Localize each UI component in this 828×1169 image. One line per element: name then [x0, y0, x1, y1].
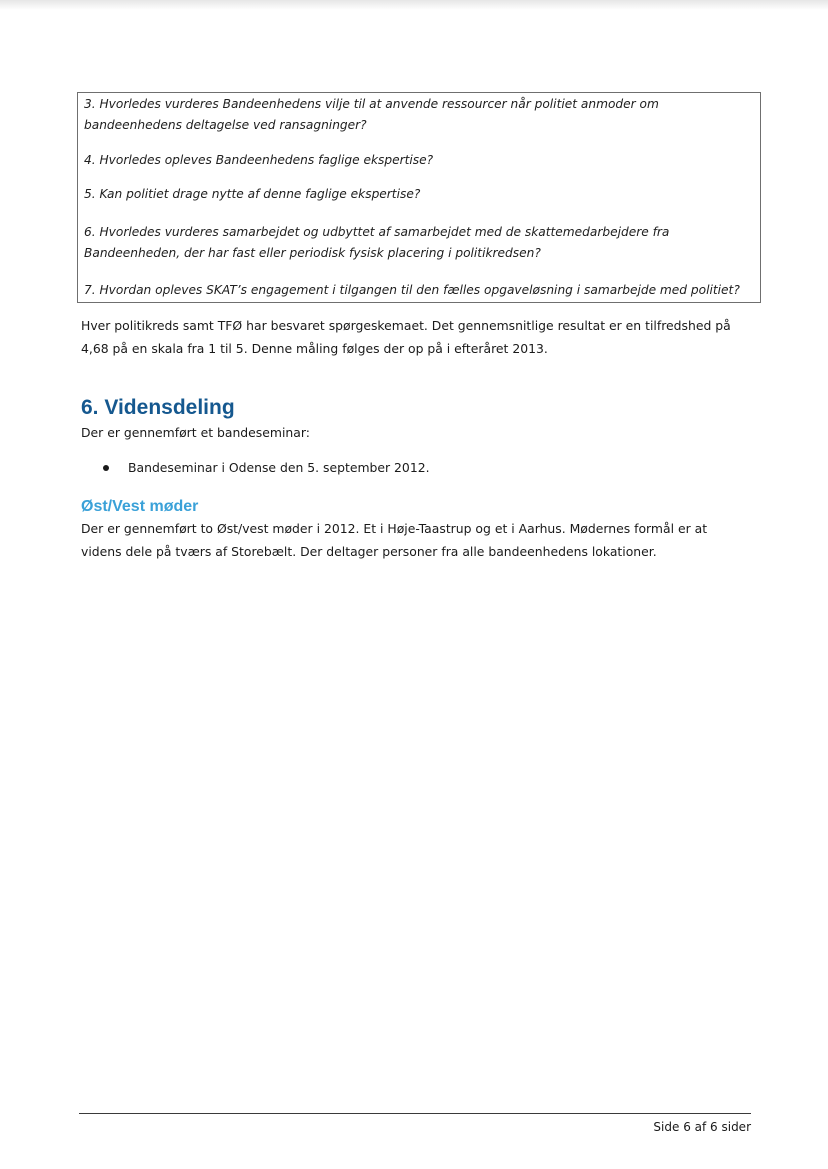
- section-intro: Der er gennemført et bandeseminar:: [81, 425, 310, 440]
- question-4: 4. Hvorledes opleves Bandeenhedens faglige ekspertise?: [84, 153, 434, 167]
- page-number: Side 6 af 6 sider: [653, 1120, 751, 1134]
- list-item-text: Bandeseminar i Odense den 5. september 2012.: [128, 460, 430, 475]
- subsection-line-2: videns dele på tværs af Storebælt. Der deltager personer fra alle bandeenhedens lokationer.: [81, 544, 657, 559]
- subsection-heading: Øst/Vest møder: [81, 498, 199, 515]
- survey-result-line-1: Hver politikreds samt TFØ har besvaret spørgeskemaet. Det gennemsnitlige resultat er en tilfredshed på: [81, 318, 731, 333]
- question-3-line-2: bandeenhedens deltagelse ved ransagninger?: [84, 118, 367, 132]
- question-3-line-1: 3. Hvorledes vurderes Bandeenhedens vilje til at anvende ressourcer når politiet anmoder om: [84, 97, 659, 111]
- question-6-line-2: Bandeenheden, der har fast eller periodisk fysisk placering i politikredsen?: [84, 246, 541, 260]
- survey-questions-box: [77, 92, 761, 303]
- list-item: [103, 457, 430, 479]
- footer-divider: [79, 1113, 751, 1114]
- subsection-line-1: Der er gennemført to Øst/vest møder i 2012. Et i Høje-Taastrup og et i Aarhus. Mødernes formål er at: [81, 521, 708, 536]
- question-6-line-1: 6. Hvorledes vurderes samarbejdet og udbyttet af samarbejdet med de skattemedarbejdere fra: [84, 225, 670, 239]
- survey-result-line-2: 4,68 på en skala fra 1 til 5. Denne måling følges der op på i efteråret 2013.: [81, 341, 548, 356]
- section-heading-vidensdeling: 6. Vidensdeling: [81, 396, 235, 419]
- question-5: 5. Kan politiet drage nytte af denne faglige ekspertise?: [84, 187, 421, 201]
- bullet-icon: [103, 465, 109, 471]
- question-7: 7. Hvordan opleves SKAT’s engagement i tilgangen til den fælles opgaveløsning i samarbejde med politiet?: [84, 283, 740, 297]
- scan-edge: [0, 0, 828, 10]
